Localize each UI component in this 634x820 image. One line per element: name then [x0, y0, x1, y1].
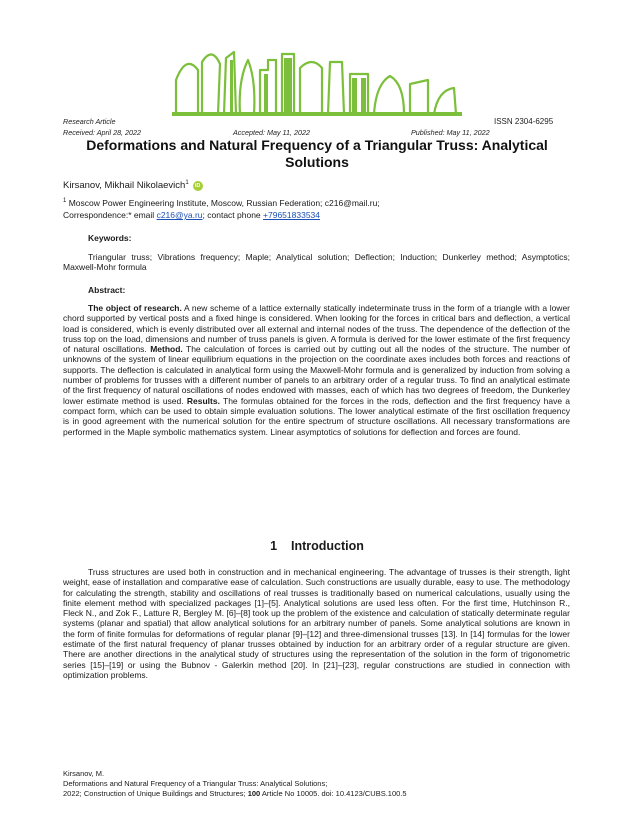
section-number: 1 [270, 539, 278, 553]
affiliation-sup: 1 [63, 198, 67, 205]
accepted-date: Accepted: May 11, 2022 [233, 128, 310, 137]
correspondence-email-link[interactable]: c216@ya.ru [156, 210, 203, 220]
footer-author: Kirsanov, M. [63, 769, 105, 778]
correspondence-prefix: Correspondence:* email [63, 210, 157, 220]
footer-doi: Article No 10005. doi: 10.4123/CUBS.100.5 [260, 789, 407, 798]
abstract-method-text: The calculation of forces is carried out by cutting out all the nodes of the structure. The number of unknowns of the system of linear equilibrium equations in the projection on the coordinate axes includes both forces and reactions of supports. The deflection is calculated in analytical form using the Maxwell-Mohr formula and is generalized by induction from solving a number of problems for trusses with a different number of panels to an arbitrary order of a regular truss. To find an analytical estimate of the first frequency of natural oscillations of nodes endowed with masses, each of which has two degrees of freedom, the Dunkerley lower estimate method is used. [63, 344, 570, 406]
abstract-paragraph [63, 303, 570, 437]
keywords-paragraph [63, 252, 570, 273]
affiliation-text: Moscow Power Engineering Institute, Moscow, Russian Federation; c216@mail.ru; [68, 198, 380, 208]
affiliation [63, 198, 380, 208]
author-names: Kirsanov, Mikhail Nikolaevich [63, 180, 186, 192]
section-heading [0, 539, 634, 553]
introduction-paragraph [63, 567, 570, 680]
published-date: Published: May 11, 2022 [411, 128, 490, 137]
correspondence [63, 210, 320, 220]
footer-journal: 2022; Construction of Unique Buildings and Structures; [63, 789, 248, 798]
abstract-object-text: A new scheme of a lattice externally statically indeterminate truss in the form of a triangle with a lower chord supported by vertical posts and a fixed hinge is considered. When looking for the forces in critical bars and deflection, a vertical load is considered, which is evenly distributed over all external and internal nodes of the truss. The dependence of the deflection of the truss top on the load, dimensions and number of truss panels is given. A formula is derived for the lower estimate of the first frequency of natural oscillations. [63, 303, 571, 355]
orcid-icon[interactable]: iD [193, 181, 203, 191]
introduction-text: Truss structures are used both in construction and in mechanical engineering. The advantage of trusses is their strength, light weight, ease of installation and comparative ease of calculation. Such constructions are usually durable, easy to use. The methodology for calculating the strength, stability and oscillations of real trusses is traditionally based on numerical calculations, usually using the finite element method with specialized packages [1]–[5]. Analytical solutions are used less often. For the first time, Hutchinson R., Fleck N., and Zok F., Latture R, Bergley M. [6]–[8] took up the problem of the existence and calculation of statically determinate regular systems (planar and spatial) that allow analytical solutions for an arbitrary number of panels. Some analytical solutions are known in the form of finite formulas for deformations of regular planar [9]–[12] and three-dimensional trusses [13]. In [14] formulas for the lower estimate of the first natural frequency of planar trusses obtained by induction for an arbitrary order of a regular structure are given. There are another directions in the analytical study of structures using the representation of the solution in the form of trigonometric series [15]–[19] or using the Bubnov - Galerkin method [20]. In [21]–[23], regular constructions are studied in connection with optimization problems. [63, 567, 570, 680]
abstract-results-text: The formulas obtained for the forces in the rods, deflection and the first frequency have a compact form, which can be used to obtain simple evaluation solutions. The lower analytical estimate of the first oscillation frequency is in good agreement with the numerical solution for the entire spectrum of structure oscillations. All necessary transformations are performed in the Maple symbolic mathematics system. Linear asymptotics of solutions for deflection and forces are found. [63, 395, 570, 437]
section-title: Introduction [291, 539, 364, 553]
abstract-object-label: The object of research. [88, 303, 182, 313]
article-type: Research Article [63, 117, 116, 126]
contact-phone-link[interactable]: +79651833534 [263, 210, 320, 220]
citation-footer [63, 769, 407, 799]
issn: ISSN 2304-6295 [494, 117, 554, 126]
abstract-results-label: Results. [186, 395, 220, 406]
abstract-method-label: Method. [150, 344, 183, 355]
received-date: Received: April 28, 2022 [63, 128, 142, 137]
journal-logo [172, 40, 462, 116]
footer-volume: 100 [247, 789, 261, 798]
author-affiliation-sup: 1 [185, 180, 189, 186]
keywords-text: Triangular truss; Vibrations frequency; Maple; Analytical solution; Deflection; Induction; Dunkerley method; Asymptotics; Maxwell-Mohr formula [63, 252, 570, 273]
correspondence-mid: ; contact phone [202, 210, 264, 220]
footer-journal-line [63, 789, 407, 799]
paper-title: Deformations and Natural Frequency of a Triangular Truss: Analytical Solutions [86, 137, 548, 170]
authors [63, 180, 203, 191]
keywords-heading: Keywords: [88, 233, 132, 243]
abstract-heading: Abstract: [88, 285, 126, 295]
footer-title: Deformations and Natural Frequency of a Triangular Truss: Analytical Solutions; [63, 779, 328, 788]
